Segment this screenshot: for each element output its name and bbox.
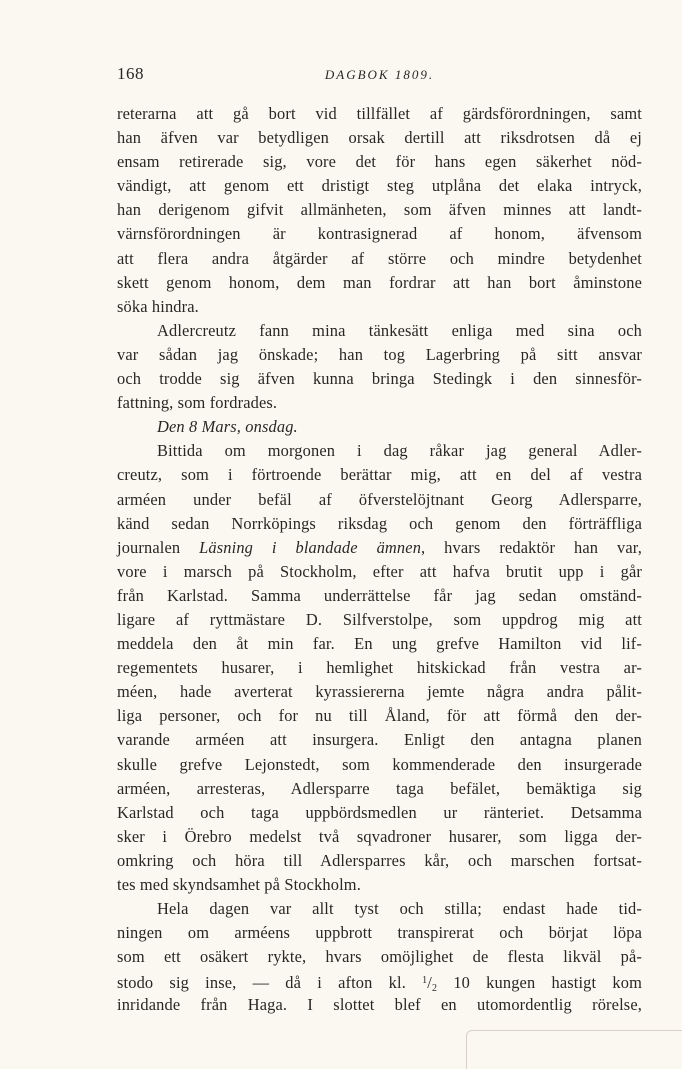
text-line: ningen om arméens uppbrott transpirerat och börjat löpa (117, 923, 642, 943)
journal-suffix: , hvars redaktör han var, (421, 537, 642, 557)
text-line: skulle grefve Lejonstedt, som kommenderade den insurgerade (117, 754, 642, 774)
text-line: värnsförordningen är kontrasignerad af honom, äfvensom (117, 224, 642, 244)
text-line: tes med skyndsamhet på Stockholm. (117, 875, 361, 894)
text-line: meddela den åt min far. En ung grefve Hamilton vid lif- (117, 634, 642, 654)
text-line: känd sedan Norrköpings riksdag och genom den förträffliga (117, 513, 642, 533)
text-line: som ett osäkert rykte, hvars omöjlighet de flesta likväl på- (117, 947, 642, 967)
text-line: creutz, som i förtroende berättar mig, att en del af vestra (117, 465, 642, 485)
text-line: och trodde sig äfven kunna bringa Stedingk i den sinnesför- (117, 369, 642, 389)
journal-prefix: journalen (117, 537, 200, 557)
fraction-denominator: 2 (432, 983, 438, 995)
page-header (117, 64, 642, 88)
text-line: att flera andra åtgärder af större och mindre betydenhet (117, 248, 642, 268)
text-line-fraction: stodo sig inse, — då i afton kl. $^1$/2 10 kungen hastigt kom (117, 973, 642, 995)
text-line: Hela dagen var allt tyst och stilla; endast hade tid- (157, 899, 642, 919)
text-line: arméen, arresteras, Adlersparre taga befälet, bemäktiga sig (117, 778, 642, 798)
text-line: omkring och höra till Adlersparres kår, och marschen fortsat- (117, 850, 642, 870)
date-heading: Den 8 Mars, onsdag. (157, 417, 298, 437)
text-line: skett genom honom, dem man fordrar att han bort åminstone (117, 272, 642, 292)
text-line: varande arméen att insurgera. Enligt den antagna planen (117, 730, 642, 750)
text-line: vore i marsch på Stockholm, efter att hafva brutit upp i går (117, 561, 642, 581)
text-line: ensam retirerade sig, vore det för hans egen säkerhet nöd- (117, 152, 642, 172)
running-title: DAGBOK 1809. (324, 67, 435, 82)
text-line: Bittida om morgonen i dag råkar jag general Adler- (157, 441, 642, 461)
text-line: Karlstad och taga uppbördsmedlen ur ränteriet. Detsamma (117, 802, 642, 822)
fraction-numerator: 1 (422, 975, 428, 987)
text-line: méen, hade averterat kyrassiererna jemte några andra pålit- (117, 682, 642, 702)
text-line: reterarna att gå bort vid tillfället af gärdsförordningen, samt (117, 104, 642, 123)
text-before-fraction: stodo sig inse, — då i afton kl. (117, 973, 423, 993)
page-edge-mark (466, 1030, 682, 1069)
text-line: sker i Örebro medelst två sqvadroner husarer, som ligga der- (117, 826, 642, 846)
text-line: inridande från Haga. I slottet blef en utomordentlig rörelse, (117, 995, 642, 1015)
text-line: fattning, som fordrades. (117, 393, 278, 413)
page-number: 168 (117, 64, 144, 83)
text-after-fraction: 10 kungen hastigt kom (437, 973, 642, 993)
body-text (117, 102, 642, 1018)
text-line: liga personer, och for nu till Åland, för att förmå den der- (117, 706, 642, 726)
text-line: söka hindra. (117, 296, 199, 316)
text-line: var sådan jag önskade; han tog Lagerbring på sitt ansvar (117, 344, 642, 364)
text-line: han derigenom gifvit allmänheten, som äfven minnes att landt- (117, 200, 642, 220)
text-line: regementets husarer, i hemlighet hitskickad från vestra ar- (117, 658, 642, 678)
text-line-journal (117, 536, 642, 560)
text-line: från Karlstad. Samma underrättelse får jag sedan omständ- (117, 585, 642, 605)
journal-title: Läsning i blandade ämnen (199, 537, 422, 557)
text-line: Adlercreutz fann mina tänkesätt enliga med sina och (157, 320, 642, 340)
text-line: arméen under befäl af öfverstelöjtnant Georg Adlersparre, (117, 489, 642, 509)
text-line: han äfven var betydligen orsak dertill att riksdrotsen då ej (117, 128, 642, 148)
text-line: vändigt, att genom ett dristigt steg utplåna det elaka intryck, (117, 176, 642, 196)
text-line: ligare af ryttmästare D. Silfverstolpe, som uppdrog mig att (117, 609, 642, 629)
